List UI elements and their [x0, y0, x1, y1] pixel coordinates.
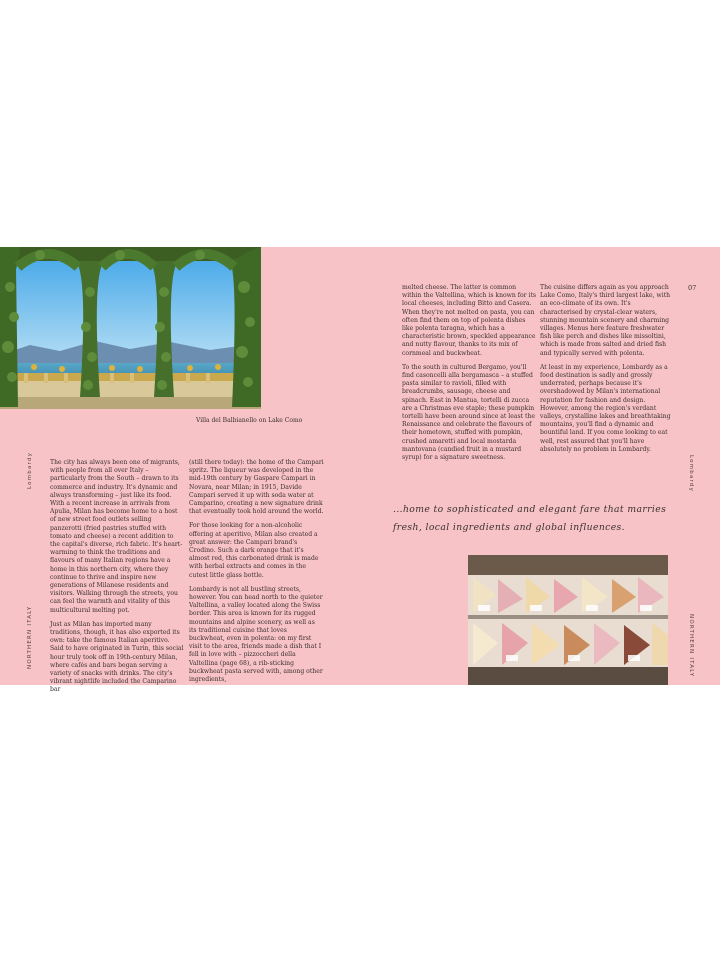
villa-arches-image: [0, 247, 261, 409]
photo-caption: Villa del Balbianello on Lake Como: [196, 417, 303, 424]
paragraph: The cuisine differs again as you approach Lake Como, Italy's third largest lake, with an eco-climate of its own. It's characterised by crystal-clear waters, stunning mountain scenery and charming villages. Menus here feature freshwater fish like perch and dishes like missoltini, which is made from salted and dried fish and typically served with polenta.: [540, 284, 671, 357]
paragraph: To the south in cultured Bergamo, you'll find casoncelli alla bergamasca – a stuffed pasta similar to ravioli, filled with breadcrumbs, sausage, cheese and spinach. East in Mantua, tortelli di zucca are a Christmas eve staple; these pumpkin tortelli have been around since at least the Renaissance and celebrate the flavours of their hometown, stuffed with pumpkin, crushed amaretti and local mostarda mantovana (candied fruit in a mustard syrup) for a signature sweetness.: [402, 363, 535, 462]
paragraph: At least in my experience, Lombardy as a food destination is sadly and grossly underrated, perhaps because it's overshadowed by Milan's international reputation for fashion and design. However, among the region's verdant valleys, crystalline lakes and breathtaking mountains, you'll find a dynamic and bountiful land. If you come looking to eat well, rest assured that you'll have absolutely no problem in Lombardy.: [540, 363, 671, 453]
side-label-northern-italy-right: NORTHERN ITALY: [688, 614, 694, 678]
pull-quote: ...home to sophisticated and elegant fare that marries fresh, local ingredients and global influences.: [393, 504, 667, 533]
text-column-2: [189, 459, 324, 690]
paragraph: Just as Milan has imported many traditions, though, it has also exported its own: take the famous Italian aperitivo. Said to have originated in Turin, this social hour truly took off in 19th-century Milan, where cafés and bars began serving a variety of snacks with drinks. The city's vibrant nightlife included the Camparino bar: [50, 620, 184, 694]
text-column-1: [50, 459, 185, 701]
text-column-3: [402, 284, 537, 468]
book-spread: [0, 247, 720, 694]
deli-photo: [468, 555, 668, 685]
side-label-lombardy-right: Lombardy: [688, 455, 694, 493]
side-label-northern-italy-left: NORTHERN ITALY: [27, 605, 33, 669]
text-column-4: [540, 284, 675, 460]
paragraph: melted cheese. The latter is common within the Valtellina, which is known for its local cheeses, including Bitto and Casera. When they're not melted on pasta, you can often find them on top of polenta dishes like polenta taragna, which has a characteristic brown, speckled appearance and nutty flavour, thanks to its mix of cornmeal and buckwheat.: [402, 284, 537, 357]
page-number: 07: [688, 284, 697, 292]
paragraph: (still there today): the home of the Campari spritz. The liqueur was developed in the mid-19th century by Gaspare Campari in Novara, near Milan; in 1915, Davide Campari served it up with soda water at Camparino, creating a new signature drink that eventually took hold around the world.: [189, 459, 324, 516]
villa-photo: [0, 247, 261, 409]
paragraph: For those looking for a non-alcoholic offering at aperitivo, Milan also created a great answer: the Campari brand's Crodino. Such a dark orange that it's almost red, this carbonated drink is made with herbal extracts and comes in the cutest little glass bottle.: [189, 522, 319, 579]
paragraph: Lombardy is not all bustling streets, however. You can head north to the quieter Valtellina, a valley located along the Swiss border. This area is known for its rugged mountains and alpine scenery, as well as its traditional cuisine that loves buckwheat, even in polenta: on my first visit to the area, friends made a dish that I fell in love with – pizzoccheri della Valtellina (page 68), a rib-sticking buckwheat pasta served with, among other ingredients,: [189, 585, 323, 684]
side-label-lombardy-left: Lombardy: [27, 451, 33, 489]
paragraph: The city has always been one of migrants, with people from all over Italy – particularly from the South – drawn to its commerce and industry. It's dynamic and always transforming – just like its food. With a recent increase in arrivals from Apulia, Milan has become home to a host of new street food outlets selling panzerotti (fried pastries stuffed with tomato and cheese) a recent addition to the capital's diverse, rich fabric. It's heart-warming to think the traditions and flavours of many Italian regions have a home in this northern city, where they continue to thrive and inspire new generations of Milanese residents and visitors. Walking through the streets, you can feel the warmth and vitality of this multicultural melting pot.: [50, 459, 183, 614]
deli-counter-image: [468, 555, 668, 685]
